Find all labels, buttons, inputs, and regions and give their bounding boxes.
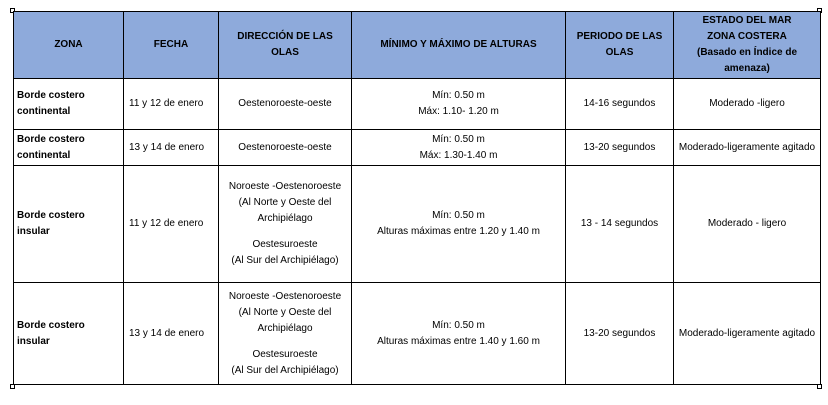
cell-alturas xyxy=(352,130,566,166)
header-row xyxy=(14,12,821,79)
alturas-line: Mín: 0.50 m xyxy=(432,90,485,101)
direccion-line: (Al Sur del Archipiélago) xyxy=(231,255,339,266)
cell-periodo: 13 - 14 segundos xyxy=(566,166,674,283)
cell-estado: Moderado - ligero xyxy=(674,166,821,283)
spacer xyxy=(223,227,347,237)
direccion-line: (Al Norte y Oeste del xyxy=(238,197,332,208)
cell-zona: Borde costero continental xyxy=(14,79,124,130)
cell-estado: Moderado-ligeramente agitado xyxy=(674,283,821,385)
direccion-line: Archipiélago xyxy=(257,322,313,334)
cell-estado: Moderado-ligeramente agitado xyxy=(674,130,821,166)
cell-direccion xyxy=(219,166,352,283)
table-row xyxy=(14,130,821,166)
cell-alturas xyxy=(352,79,566,130)
table-row xyxy=(14,166,821,283)
spacer xyxy=(223,337,347,347)
direccion-line: Noroeste -Oestenoroeste xyxy=(228,181,342,192)
cell-zona: Borde costero continental xyxy=(14,130,124,166)
table-row xyxy=(14,79,821,130)
cell-alturas xyxy=(352,283,566,385)
header-estado-line3: (Basado en Índice de amenaza) xyxy=(696,47,798,74)
cell-periodo: 13-20 segundos xyxy=(566,130,674,166)
wave-forecast-table[interactable] xyxy=(13,11,821,385)
direccion-line: (Al Sur del Archipiélago) xyxy=(231,364,339,376)
header-periodo: PERIODO DE LAS OLAS xyxy=(566,12,674,79)
cell-direccion xyxy=(219,283,352,385)
direccion-line: Oestesuroeste xyxy=(252,348,318,360)
alturas-line: Mín: 0.50 m xyxy=(432,319,485,331)
cell-fecha: 13 y 14 de enero xyxy=(124,130,219,166)
alturas-line: Mín: 0.50 m xyxy=(432,133,485,145)
cell-alturas xyxy=(352,166,566,283)
cell-fecha: 13 y 14 de enero xyxy=(124,283,219,385)
header-estado xyxy=(674,12,821,79)
header-direccion: DIRECCIÓN DE LAS OLAS xyxy=(219,12,352,79)
alturas-line: Mín: 0.50 m xyxy=(432,210,485,221)
direccion-line: Oestenoroeste-oeste xyxy=(238,141,332,153)
header-fecha: FECHA xyxy=(124,12,219,79)
cell-periodo: 14-16 segundos xyxy=(566,79,674,130)
cell-zona: Borde costero insular xyxy=(14,166,124,283)
header-alturas: MÍNIMO Y MÁXIMO DE ALTURAS xyxy=(352,12,566,79)
cell-direccion xyxy=(219,79,352,130)
alturas-line: Máx: 1.30-1.40 m xyxy=(419,149,498,161)
header-estado-line1: ESTADO DEL MAR xyxy=(702,15,792,26)
direccion-line: Noroeste -Oestenoroeste xyxy=(228,290,342,302)
cell-periodo: 13-20 segundos xyxy=(566,283,674,385)
alturas-line: Alturas máximas entre 1.40 y 1.60 m xyxy=(377,335,540,347)
direccion-line: Oestenoroeste-oeste xyxy=(238,98,332,109)
header-estado-line2: ZONA COSTERA xyxy=(707,31,787,42)
cell-zona: Borde costero insular xyxy=(14,283,124,385)
alturas-line: Alturas máximas entre 1.20 y 1.40 m xyxy=(377,226,540,237)
cell-fecha: 11 y 12 de enero xyxy=(124,166,219,283)
cell-direccion xyxy=(219,130,352,166)
table-row xyxy=(14,283,821,385)
direccion-line: Oestesuroeste xyxy=(252,239,318,250)
header-zona: ZONA xyxy=(14,12,124,79)
alturas-line: Máx: 1.10- 1.20 m xyxy=(418,106,499,117)
cell-fecha: 11 y 12 de enero xyxy=(124,79,219,130)
direccion-line: Archipiélago xyxy=(257,213,313,224)
cell-estado: Moderado -ligero xyxy=(674,79,821,130)
direccion-line: (Al Norte y Oeste del xyxy=(238,306,332,318)
